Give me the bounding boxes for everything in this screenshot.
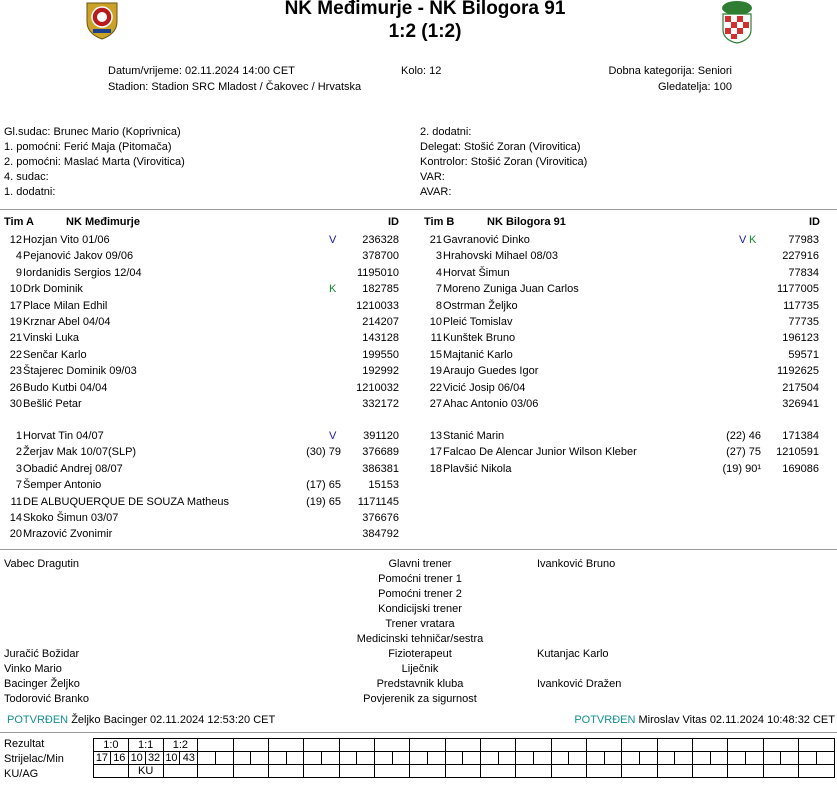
player-row: [0, 347, 420, 363]
player-row: [420, 461, 837, 477]
player-id: 1210033: [356, 299, 399, 312]
match-datetime: Datum/vrijeme: 02.11.2024 14:00 CET: [108, 65, 295, 77]
player-number: 7: [15, 479, 22, 492]
scorer-cell: [534, 752, 552, 765]
player-name: Vicić Josip 06/04: [443, 381, 526, 394]
player-number: 15: [429, 348, 442, 361]
player-id: 117735: [783, 299, 819, 312]
player-id: 332172: [362, 398, 399, 410]
scorer-cell: [781, 752, 799, 765]
player-name: Stanić Marin: [443, 430, 505, 442]
player-name: Hrahovski Mihael 08/03: [443, 250, 558, 263]
player-id: 376676: [362, 512, 399, 524]
player-id: 217504: [782, 381, 819, 394]
player-row: [420, 363, 837, 379]
scorer-cell: [445, 752, 463, 765]
player-row: [420, 444, 837, 460]
score-cell: 1:1: [128, 739, 163, 752]
captain-mark: K: [749, 234, 757, 246]
scorer-cell: [657, 752, 675, 765]
score-cell: [799, 739, 835, 752]
player-row: [420, 428, 837, 444]
player-number: 10: [429, 316, 442, 328]
scorer-cell: [392, 752, 410, 765]
match-title: NK Međimurje - NK Bilogora 91: [284, 0, 566, 19]
ku-cell: [587, 765, 622, 778]
player-id: 192992: [362, 365, 399, 378]
player-row: [0, 314, 420, 330]
player-name: DE ALBUQUERQUE DE SOUZA Matheus: [23, 495, 230, 508]
staff-team-b: Kutanjac Karlo: [537, 648, 609, 660]
official-line: 2. pomoćni: Maslać Marta (Virovitica): [4, 156, 185, 168]
scorer-cell: [304, 752, 322, 765]
ku-cell: [339, 765, 374, 778]
scorer-cell: 43: [180, 752, 198, 765]
staff-team-a: Todorović Branko: [4, 693, 89, 705]
score-cell: [445, 739, 480, 752]
scorer-cell: [516, 752, 534, 765]
divider: [0, 732, 837, 733]
player-id: 1192625: [776, 365, 819, 378]
player-number: 10: [9, 283, 22, 296]
player-row: [420, 380, 837, 396]
ku-cell: [445, 765, 480, 778]
player-number: 3: [435, 250, 442, 263]
player-name: Horvat Šimun: [443, 266, 510, 279]
player-id: 391120: [363, 430, 399, 442]
confirmed-by: Željko Bacinger 02.11.2024 12:53:20 CET: [71, 714, 276, 726]
player-id: 326941: [782, 398, 819, 410]
player-name: Ahac Antonio 03/06: [443, 398, 539, 410]
staff-role: Povjerenik za sigurnost: [363, 693, 477, 705]
scorer-cell: [569, 752, 587, 765]
scorer-cell: [286, 752, 304, 765]
score-cell: [304, 739, 339, 752]
staff-role: Kondicijski trener: [378, 603, 462, 615]
scorer-cell: [710, 752, 728, 765]
team-b-label: Tim B: [424, 216, 455, 228]
staff-role: Pomoćni trener 2: [378, 588, 462, 600]
player-id: 77834: [788, 266, 819, 279]
player-number: 3: [15, 462, 22, 475]
goalkeeper-mark: V: [329, 430, 337, 442]
scorer-cell: [410, 752, 428, 765]
score-cell: [728, 739, 763, 752]
ku-cell: [516, 765, 551, 778]
player-row: [0, 494, 420, 510]
scorer-cell: [816, 752, 834, 765]
player-number: 19: [429, 365, 442, 378]
player-number: 17: [429, 446, 442, 459]
score-cell: [233, 739, 268, 752]
confirmed-status: POTVRĐEN: [574, 714, 636, 726]
player-number: 26: [9, 381, 22, 394]
ku-cell: [374, 765, 409, 778]
player-number: 22: [9, 348, 22, 361]
player-number: 21: [429, 234, 442, 246]
result-label: Rezultat: [4, 738, 45, 750]
ku-cell: [551, 765, 586, 778]
team-a-label: Tim A: [4, 216, 34, 228]
player-row: [0, 298, 420, 314]
player-id: 214207: [362, 316, 399, 328]
player-id: 196123: [782, 332, 819, 345]
staff-role: Predstavnik kluba: [376, 678, 464, 690]
player-number: 1: [15, 430, 22, 442]
player-name: Obadić Andrej 08/07: [23, 462, 123, 475]
player-number: 17: [9, 299, 22, 312]
player-number: 21: [9, 332, 22, 345]
score-cell: 1:0: [94, 739, 129, 752]
scorer-cell: [693, 752, 711, 765]
player-row: [0, 444, 420, 460]
player-name: Mrazović Zvonimir: [23, 528, 113, 541]
player-id: 1210032: [356, 381, 399, 394]
player-row: [0, 281, 420, 297]
player-row: [420, 314, 837, 330]
score-cell: [693, 739, 728, 752]
divider: [0, 209, 837, 210]
player-name: Šemper Antonio: [23, 479, 102, 492]
scorer-cell: [321, 752, 339, 765]
ku-cell: [763, 765, 798, 778]
scorer-cell: [215, 752, 233, 765]
scorer-cell: 16: [110, 752, 128, 765]
staff-role: Trener vratara: [385, 618, 455, 630]
player-name: Drk Dominik: [23, 283, 83, 296]
ku-cell: [799, 765, 835, 778]
official-line: 1. dodatni:: [4, 186, 56, 198]
player-number: 12: [9, 234, 22, 246]
player-name: Žerjav Mak 10/07(SLP): [23, 446, 137, 459]
player-name: Moreno Zuniga Juan Carlos: [443, 283, 579, 296]
score-cell: [374, 739, 409, 752]
score-cell: [622, 739, 657, 752]
player-row: [420, 248, 837, 264]
result-table: [93, 738, 835, 778]
player-name: Skoko Šimun 03/07: [23, 512, 119, 524]
confirmation-right: [574, 714, 835, 726]
player-number: 27: [429, 398, 442, 410]
player-name: Budo Kutbi 04/04: [23, 381, 108, 394]
ku-cell: KU: [128, 765, 163, 778]
scorer-cell: [728, 752, 746, 765]
substitution-minute: (19) 65: [306, 495, 341, 508]
player-number: 4: [15, 250, 22, 263]
player-row: [420, 265, 837, 281]
player-id: 15153: [368, 479, 399, 492]
staff-role: Fizioterapeut: [388, 648, 452, 660]
official-line: VAR:: [420, 171, 445, 183]
staff-team-b: Ivanković Bruno: [537, 558, 616, 570]
player-number: 11: [10, 495, 22, 508]
staff-role: Liječnik: [401, 663, 439, 675]
ku-ag-label: KU/AG: [4, 768, 39, 780]
ku-cell: [304, 765, 339, 778]
official-line: Kontrolor: Stošić Zoran (Virovitica): [420, 156, 588, 168]
confirmed-by: Miroslav Vitas 02.11.2024 10:48:32 CET: [638, 714, 835, 726]
player-number: 23: [9, 365, 22, 378]
player-name: Gavranović Dinko: [443, 234, 530, 246]
staff-team-a: Bacinger Željko: [4, 678, 80, 690]
player-name: Horvat Tin 04/07: [23, 430, 104, 442]
scorer-cell: [763, 752, 781, 765]
player-row: [420, 298, 837, 314]
ku-cell: [728, 765, 763, 778]
player-name: Bešlić Petar: [23, 398, 82, 410]
staff-role: Pomoćni trener 1: [378, 573, 462, 585]
player-name: Kunštek Bruno: [443, 332, 516, 345]
player-id: 171384: [782, 430, 819, 442]
player-id: 227916: [782, 250, 819, 263]
player-row: [0, 363, 420, 379]
player-id: 1177005: [776, 283, 819, 296]
staff-team-b: Ivanković Dražen: [537, 678, 622, 690]
score-cell: [516, 739, 551, 752]
score-cell: [410, 739, 445, 752]
player-id: 182785: [362, 283, 399, 296]
player-id: 59571: [788, 348, 819, 361]
team-a-id-header: ID: [388, 216, 399, 228]
match-round: Kolo: 12: [401, 65, 442, 77]
player-id: 1210591: [776, 446, 819, 459]
player-name: Majtanić Karlo: [443, 348, 513, 361]
ku-cell: [94, 765, 129, 778]
substitution-minute: (30) 79: [306, 446, 341, 459]
player-name: Vinski Luka: [23, 332, 80, 345]
staff-role: Glavni trener: [388, 558, 452, 570]
player-row: [420, 330, 837, 346]
staff-team-a: Vinko Mario: [4, 663, 62, 675]
player-row: [420, 396, 837, 412]
scorer-cell: [622, 752, 640, 765]
player-id: 236328: [362, 234, 399, 246]
scorer-cell: [427, 752, 445, 765]
match-stadium: Stadion: Stadion SRC Mladost / Čakovec / Hrvatska: [108, 81, 362, 93]
score-cell: [339, 739, 374, 752]
player-row: [0, 330, 420, 346]
player-name: Plavšić Nikola: [443, 462, 512, 475]
player-name: Falcao De Alencar Junior Wilson Kleber: [443, 446, 637, 459]
scorer-cell: [339, 752, 357, 765]
confirmation-left: [7, 714, 275, 726]
player-name: Pleić Tomislav: [443, 316, 513, 328]
player-row: [0, 461, 420, 477]
ku-cell: [693, 765, 728, 778]
player-number: 2: [15, 446, 22, 459]
player-id: 376689: [362, 446, 399, 459]
scorer-cell: [481, 752, 499, 765]
player-number: 22: [429, 381, 442, 394]
player-number: 18: [429, 462, 442, 475]
staff-team-a: Juračić Božidar: [4, 648, 80, 660]
player-id: 143128: [362, 332, 399, 345]
scorer-cell: [551, 752, 569, 765]
player-name: Ostrman Željko: [443, 299, 518, 312]
player-row: [0, 232, 420, 248]
team-a-name: NK Međimurje: [66, 216, 140, 228]
official-line: 4. sudac:: [4, 171, 49, 183]
ku-cell: [657, 765, 692, 778]
player-name: Senčar Karlo: [23, 348, 87, 361]
captain-mark: K: [329, 283, 337, 296]
ku-cell: [622, 765, 657, 778]
official-line: AVAR:: [420, 186, 452, 198]
match-score: 1:2 (1:2): [388, 21, 462, 42]
scorer-cell: [587, 752, 605, 765]
player-name: Iordanidis Sergios 12/04: [23, 266, 142, 279]
scorer-cell: [799, 752, 817, 765]
player-id: 1171145: [357, 495, 399, 508]
player-row: [0, 428, 420, 444]
player-number: 30: [9, 398, 22, 410]
player-number: 19: [9, 316, 22, 328]
player-name: Araujo Guedes Igor: [443, 365, 539, 378]
player-number: 9: [15, 266, 22, 279]
player-name: Place Milan Edhil: [23, 299, 108, 312]
player-number: 14: [9, 512, 22, 524]
player-number: 4: [435, 266, 442, 279]
scorer-cell: 32: [145, 752, 163, 765]
score-cell: [587, 739, 622, 752]
player-row: [0, 396, 420, 412]
scorer-cell: 10: [163, 752, 180, 765]
player-number: 20: [9, 528, 22, 541]
player-row: [0, 477, 420, 493]
player-number: 8: [435, 299, 442, 312]
scorer-cell: [498, 752, 516, 765]
attendance: Gledatelja: 100: [658, 81, 732, 93]
player-name: Štajerec Dominik 09/03: [23, 365, 137, 378]
confirmed-status: POTVRĐEN: [7, 714, 69, 726]
ku-cell: [268, 765, 303, 778]
score-cell: [763, 739, 798, 752]
scorer-cell: [268, 752, 286, 765]
score-cell: [198, 739, 233, 752]
substitution-minute: (19) 90¹: [722, 462, 761, 475]
team-b-id-header: ID: [809, 216, 820, 228]
score-cell: 1:2: [163, 739, 198, 752]
goalkeeper-mark: V: [329, 234, 337, 246]
player-number: 7: [435, 283, 442, 296]
score-cell: [268, 739, 303, 752]
scorer-cell: [604, 752, 622, 765]
score-cell: [551, 739, 586, 752]
player-name: Pejanović Jakov 09/06: [23, 250, 134, 263]
scorer-label: Strijelac/Min: [4, 753, 64, 765]
ku-cell: [481, 765, 516, 778]
player-row: [0, 248, 420, 264]
substitution-minute: (17) 65: [306, 479, 341, 492]
official-line: Gl.sudac: Brunec Mario (Koprivnica): [4, 126, 181, 138]
player-id: 77983: [788, 234, 819, 246]
player-name: Hozjan Vito 01/06: [23, 234, 110, 246]
player-id: 169086: [782, 462, 819, 475]
substitution-minute: (22) 46: [726, 430, 761, 442]
age-category: Dobna kategorija: Seniori: [608, 65, 732, 77]
scorer-cell: [357, 752, 375, 765]
official-line: Delegat: Stošić Zoran (Virovitica): [420, 141, 581, 153]
score-cell: [657, 739, 692, 752]
scorer-cell: [746, 752, 764, 765]
ku-cell: [163, 765, 198, 778]
player-id: 384792: [362, 528, 399, 541]
scorer-cell: [463, 752, 481, 765]
player-id: 378700: [362, 250, 399, 263]
staff-team-a: Vabec Dragutin: [4, 558, 80, 570]
player-number: 13: [429, 430, 442, 442]
substitution-minute: (27) 75: [726, 446, 761, 459]
team-b-name: NK Bilogora 91: [487, 216, 566, 228]
player-id: 199550: [362, 348, 399, 361]
scorer-cell: [198, 752, 216, 765]
scorer-cell: [675, 752, 693, 765]
ku-cell: [410, 765, 445, 778]
ku-cell: [198, 765, 233, 778]
staff-role: Medicinski tehničar/sestra: [356, 633, 484, 645]
player-row: [0, 265, 420, 281]
player-name: Krznar Abel 04/04: [23, 316, 111, 328]
ku-cell: [233, 765, 268, 778]
goalkeeper-mark: V: [739, 234, 747, 246]
player-row: [0, 526, 420, 542]
scorer-cell: 17: [94, 752, 111, 765]
player-row: [420, 281, 837, 297]
scorer-cell: [251, 752, 269, 765]
player-id: 77735: [788, 316, 819, 328]
player-number: 11: [430, 332, 442, 345]
scorer-cell: [233, 752, 251, 765]
official-line: 2. dodatni:: [420, 126, 472, 138]
scorer-cell: [374, 752, 392, 765]
score-cell: [481, 739, 516, 752]
player-row: [0, 510, 420, 526]
official-line: 1. pomoćni: Ferić Maja (Pitomača): [4, 141, 172, 153]
player-row: [420, 347, 837, 363]
player-row: [0, 380, 420, 396]
player-id: 386381: [362, 462, 399, 475]
scorer-cell: [640, 752, 658, 765]
player-id: 1195010: [356, 266, 399, 279]
player-row: [420, 232, 837, 248]
divider: [0, 549, 837, 550]
scorer-cell: 10: [128, 752, 145, 765]
